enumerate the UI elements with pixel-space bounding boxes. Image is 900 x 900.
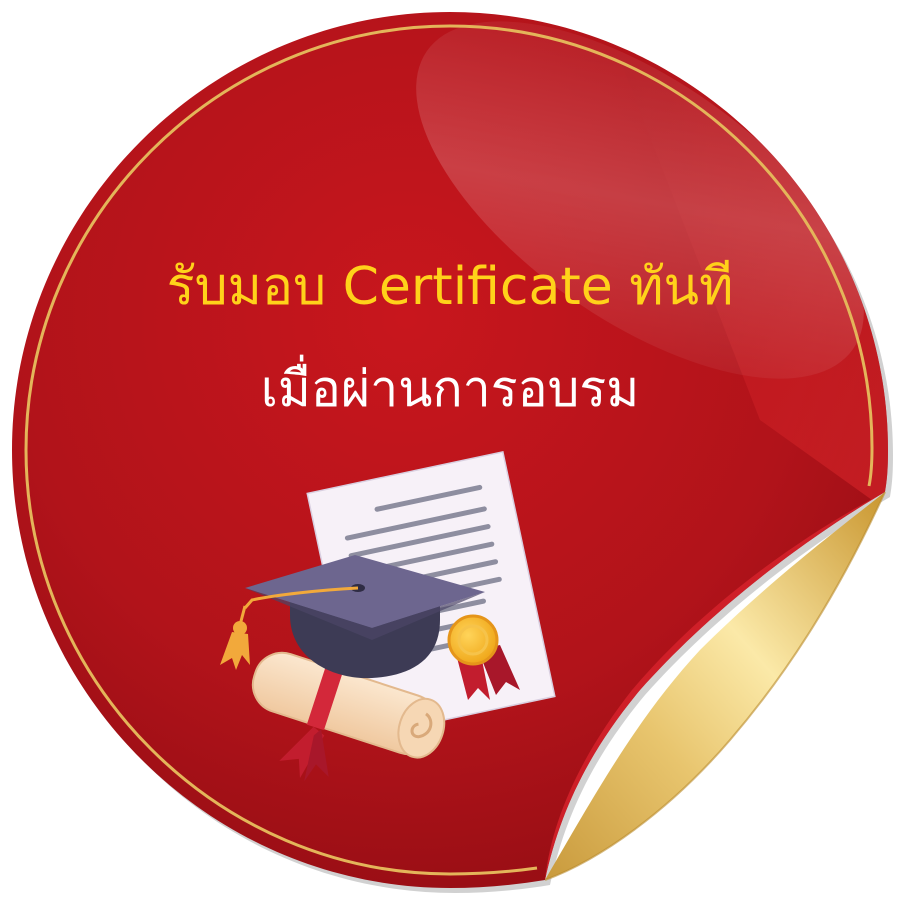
headline-line-2: เมื่อผ่านการอบรม	[260, 360, 640, 418]
headline-line-1: รับมอบ Certificate ทันที	[166, 257, 734, 317]
